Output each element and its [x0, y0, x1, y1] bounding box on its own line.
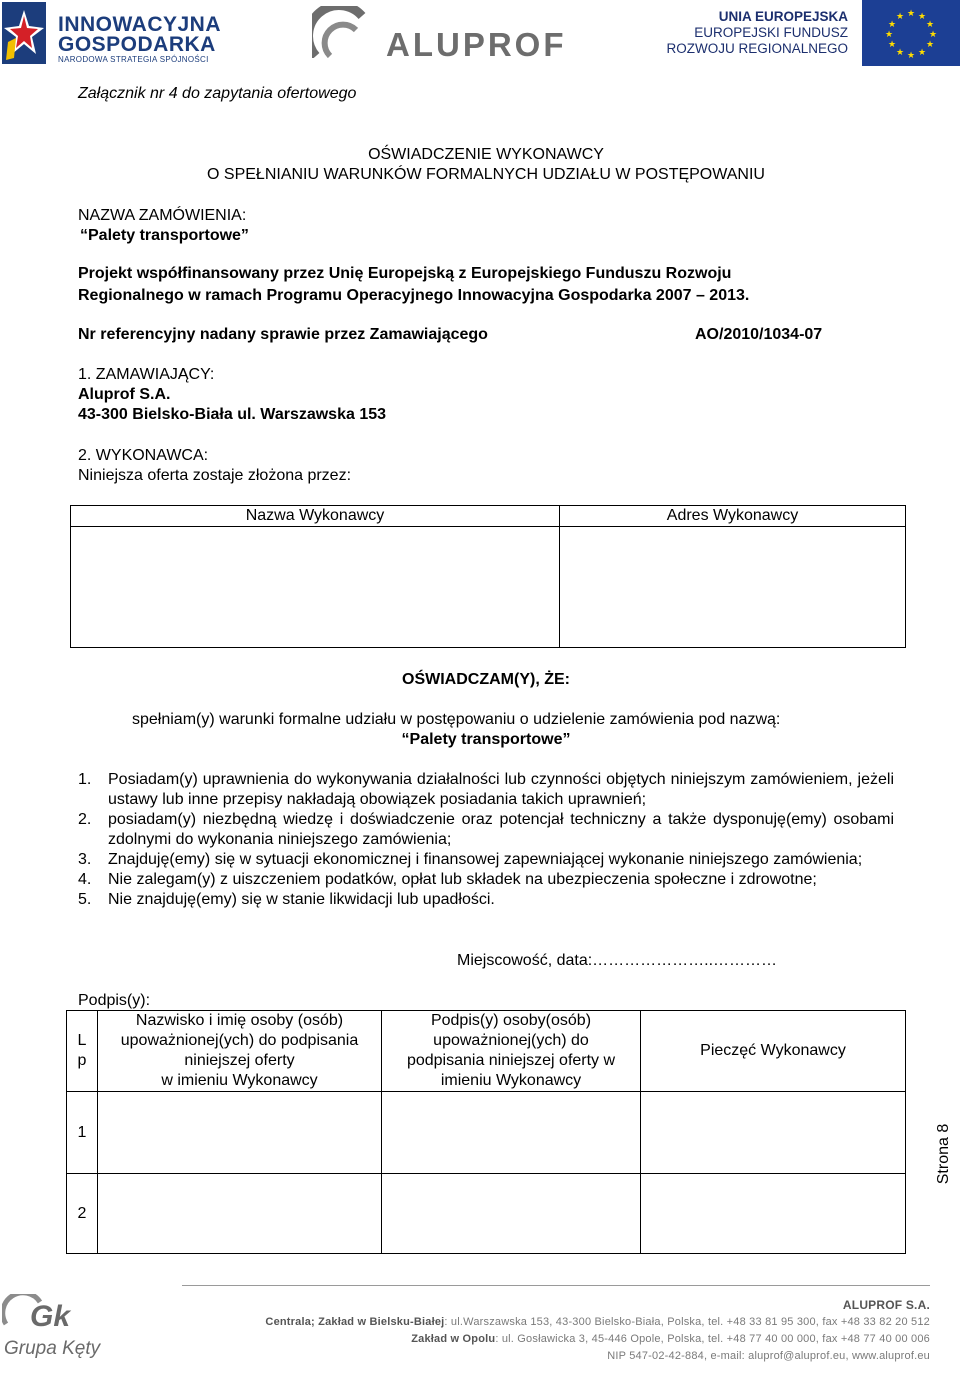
ig-logo-line1: INNOWACYJNA — [58, 13, 222, 36]
stamp-cell[interactable] — [641, 1092, 906, 1174]
name-header — [98, 1011, 382, 1092]
footer-divider — [182, 1285, 930, 1286]
page-number: Strona 8 — [935, 1123, 952, 1185]
signature-cell[interactable] — [382, 1174, 641, 1254]
name-header-line4: w imieniu Wykonawcy — [161, 1072, 318, 1089]
aluprof-arc-icon — [312, 6, 372, 58]
eu-logo-line1: UNIA EUROPEJSKA — [718, 9, 848, 24]
contractor-address-header: Adres Wykonawcy — [560, 506, 906, 527]
stamp-cell[interactable] — [641, 1174, 906, 1254]
declaration-list — [78, 770, 894, 910]
signature-header — [382, 1011, 641, 1092]
signature-header-line4: imieniu Wykonawcy — [440, 1072, 582, 1089]
annex-label: Załącznik nr 4 do zapytania ofertowego — [78, 85, 357, 102]
aluprof-logo-text: ALUPROF — [386, 26, 567, 63]
contractor-name-header: Nazwa Wykonawcy — [71, 506, 560, 527]
grupa-kety-logo — [0, 1292, 120, 1364]
row-number: 1 — [67, 1092, 98, 1174]
list-item — [78, 850, 894, 870]
list-item-text: Posiadam(y) uprawnienia do wykonywania działalności lub czynności objętych niniejszym zamówieniem, jeżeli ustawy lub inne przepisy nakładają obowiązek posiadania takich uprawnień; — [108, 771, 894, 808]
footer-company: ALUPROF S.A. — [842, 1298, 930, 1312]
aluprof-logo — [312, 6, 612, 66]
project-line1: Projekt współfinansowany przez Unię Europejską z Europejskiego Funduszu Rozwoju — [78, 265, 732, 282]
innowacyjna-gospodarka-logo — [2, 2, 222, 68]
list-item-number: 2. — [78, 811, 92, 828]
footer-line2-bold: Zakład w Opolu — [411, 1333, 496, 1345]
eu-logo-line2: EUROPEJSKI FUNDUSZ — [694, 25, 848, 40]
eu-logo — [666, 0, 960, 68]
lp-header — [67, 1011, 98, 1092]
signature-header-line3: podpisania niniejszej oferty w — [406, 1052, 616, 1069]
reference-value: AO/2010/1034-07 — [695, 326, 823, 343]
grupa-kety-logo-letters: Gk — [30, 1300, 71, 1333]
stamp-header: Pieczęć Wykonawcy — [641, 1011, 906, 1092]
grupa-kety-logo-name: Grupa Kęty — [4, 1338, 101, 1359]
contractor-name-cell[interactable] — [71, 527, 560, 648]
signature-table — [66, 1010, 906, 1254]
footer-line1 — [265, 1314, 930, 1331]
signature-cell[interactable] — [382, 1092, 641, 1174]
name-header-line1: Nazwisko i imię osoby (osób) — [135, 1012, 344, 1029]
list-item-text: Nie zalegam(y) z uiszczeniem podatków, opłat lub składek na ubezpieczenia społeczne i zdrowotne; — [108, 871, 817, 888]
row-number: 2 — [67, 1174, 98, 1254]
buyer-address: 43-300 Bielsko-Biała ul. Warszawska 153 — [78, 406, 387, 423]
list-item — [78, 890, 894, 910]
section-contractor-label: 2. WYKONAWCA: — [78, 447, 209, 464]
footer-line1-text: : ul.Warszawska 153, 43-300 Bielsko-Biała, Polska, tel. +48 33 81 95 300, fax +48 33 82 20 512 — [444, 1316, 930, 1328]
offer-text: Niniejsza oferta zostaje złożona przez: — [78, 467, 352, 484]
svg-text:★: ★ — [925, 20, 935, 30]
svg-text:★: ★ — [884, 30, 894, 40]
list-item-number: 5. — [78, 891, 92, 908]
buyer-name: Aluprof S.A. — [78, 386, 171, 403]
svg-text:★: ★ — [928, 30, 938, 40]
list-item — [78, 770, 894, 810]
list-item-text: Nie znajduję(emy) się w stanie likwidacji lub upadłości. — [108, 891, 495, 908]
list-item-text: posiadam(y) niezbędną wiedzę i doświadczenie oraz potencjał techniczny a także dysponuję(emy) osobami zdolnymi do wykonania niniejszego zamówienia; — [108, 811, 894, 848]
contractor-table — [70, 505, 906, 648]
footer-line2-text: : ul. Gosławicka 3, 45-446 Opole, Polska, tel. +48 77 40 00 000, fax +48 77 40 00 006 — [495, 1333, 930, 1345]
svg-text:★: ★ — [917, 12, 927, 22]
footer-line2 — [411, 1331, 930, 1348]
list-item-number: 1. — [78, 771, 92, 788]
reference-label: Nr referencyjny nadany sprawie przez Zamawiającego — [78, 326, 488, 343]
svg-text:★: ★ — [887, 40, 897, 50]
svg-text:★: ★ — [887, 20, 897, 30]
list-item-number: 4. — [78, 871, 92, 888]
list-item-text: Znajduję(emy) się w sytuacji ekonomicznej i finansowej zapewniającej wykonanie niniejszego zamówienia; — [108, 851, 863, 868]
project-line2: Regionalnego w ramach Programu Operacyjnego Innowacyjna Gospodarka 2007 – 2013. — [78, 287, 750, 304]
svg-text:★: ★ — [895, 12, 905, 22]
list-item-number: 3. — [78, 851, 92, 868]
ig-star-icon — [2, 2, 50, 66]
ig-logo-line2: GOSPODARKA — [58, 33, 216, 56]
lp-header-line1: L — [77, 1032, 87, 1049]
lp-header-line2: p — [77, 1052, 87, 1069]
name-header-line3: niniejszej oferty — [184, 1052, 295, 1069]
eu-flag-icon — [862, 0, 960, 66]
svg-text:★: ★ — [906, 51, 916, 61]
name-cell[interactable] — [98, 1174, 382, 1254]
svg-text:★: ★ — [895, 48, 905, 58]
declaration-intro: spełniam(y) warunki formalne udziału w postępowaniu o udzielenie zamówienia pod nazwą: — [132, 711, 781, 728]
name-header-line2: upoważnionej(ych) do podpisania — [120, 1032, 359, 1049]
document-title-line1: OŚWIADCZENIE WYKONAWCY — [368, 146, 604, 163]
name-cell[interactable] — [98, 1092, 382, 1174]
footer-line1-bold: Centrala; Zakład w Bielsku-Białej — [265, 1316, 445, 1328]
svg-text:★: ★ — [917, 48, 927, 58]
list-item — [78, 870, 894, 890]
eu-logo-line3: ROZWOJU REGIONALNEGO — [666, 41, 848, 56]
contractor-address-cell[interactable] — [560, 527, 906, 648]
signatures-label: Podpis(y): — [78, 992, 151, 1009]
svg-text:★: ★ — [925, 40, 935, 50]
ig-logo-line3: NARODOWA STRATEGIA SPÓJNOŚCI — [58, 55, 209, 64]
signature-header-line1: Podpis(y) osoby(osób) — [430, 1012, 592, 1029]
section-buyer-label: 1. ZAMAWIAJĄCY: — [78, 366, 215, 383]
declaration-heading: OŚWIADCZAM(Y), ŻE: — [402, 671, 570, 688]
footer-line3: NIP 547-02-42-884, e-mail: aluprof@aluprof.eu, www.aluprof.eu — [607, 1350, 930, 1362]
order-label: NAZWA ZAMÓWIENIA: — [78, 207, 247, 224]
declaration-order-name: “Palety transportowe” — [401, 731, 571, 748]
signature-header-line2: upoważnionej(ych) do — [433, 1032, 589, 1049]
list-item — [78, 810, 894, 850]
order-name: “Palety transportowe” — [80, 227, 249, 244]
document-title-line2: O SPEŁNIANIU WARUNKÓW FORMALNYCH UDZIAŁU W POSTĘPOWANIU — [207, 166, 765, 183]
svg-text:★: ★ — [906, 9, 916, 19]
place-date-field: Miejscowość, data:…………………..………… — [457, 952, 778, 969]
